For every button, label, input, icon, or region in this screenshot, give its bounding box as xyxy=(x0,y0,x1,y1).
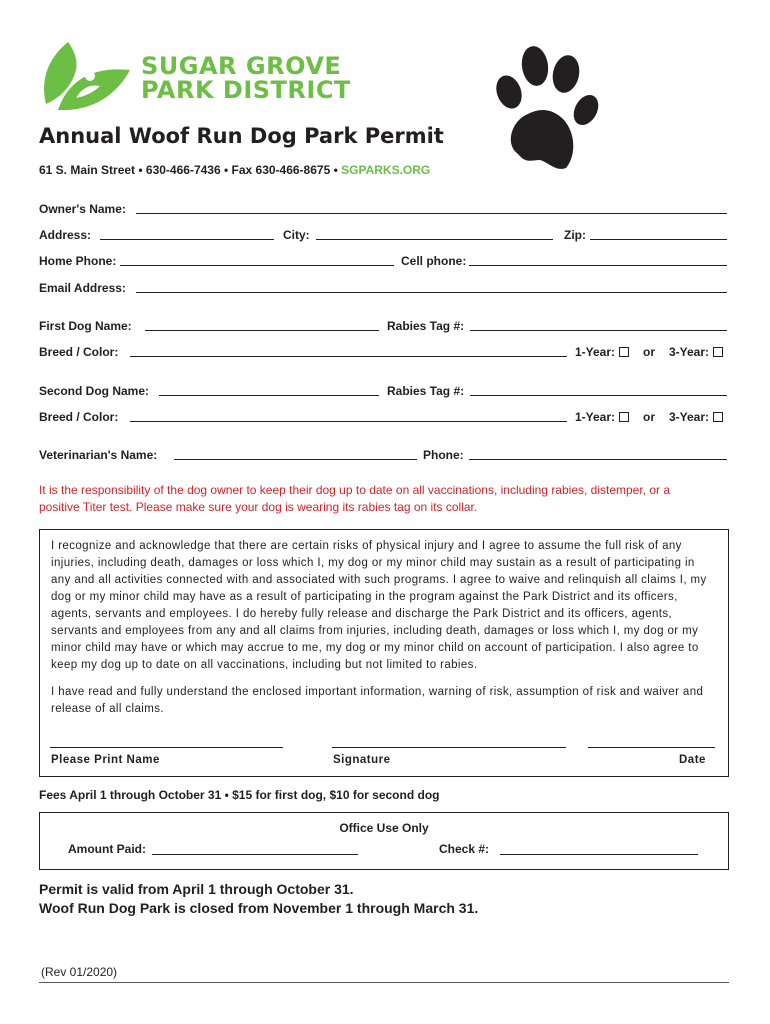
email-label: Email Address: xyxy=(39,281,126,295)
address-field[interactable] xyxy=(100,239,274,240)
validity-line-2: Woof Run Dog Park is closed from November 1 through March 31. xyxy=(39,900,479,916)
three-year-2-option[interactable] xyxy=(669,410,723,424)
org-name-line2: PARK DISTRICT xyxy=(141,76,351,104)
first-dog-name-field[interactable] xyxy=(145,330,379,331)
signature-field[interactable] xyxy=(332,747,566,748)
one-year-1-label: 1-Year: xyxy=(575,345,616,359)
office-use-box xyxy=(39,812,729,870)
rabies-tag-1-field[interactable] xyxy=(470,330,727,331)
home-phone-field[interactable] xyxy=(120,265,394,266)
logo-leaf-icon xyxy=(38,40,134,112)
cell-phone-field[interactable] xyxy=(469,265,727,266)
form-title: Annual Woof Run Dog Park Permit xyxy=(39,124,444,148)
three-year-1-label: 3-Year: xyxy=(669,345,710,359)
cell-phone-label: Cell phone: xyxy=(401,254,467,268)
office-use-title: Office Use Only xyxy=(339,821,429,835)
email-field[interactable] xyxy=(136,292,727,293)
fees-text: Fees April 1 through October 31 • $15 for first dog, $10 for second dog xyxy=(39,788,440,802)
three-year-2-checkbox[interactable] xyxy=(713,412,723,422)
rabies-tag-1-label: Rabies Tag #: xyxy=(387,319,465,333)
second-dog-name-label: Second Dog Name: xyxy=(39,384,150,398)
amount-paid-label: Amount Paid: xyxy=(68,842,146,856)
breed-color-2-field[interactable] xyxy=(130,421,567,422)
one-year-2-label: 1-Year: xyxy=(575,410,616,424)
vet-name-label: Veterinarian's Name: xyxy=(39,448,158,462)
second-dog-name-field[interactable] xyxy=(159,395,379,396)
home-phone-label: Home Phone: xyxy=(39,254,117,268)
one-year-1-checkbox[interactable] xyxy=(619,347,629,357)
vet-phone-label: Phone: xyxy=(423,448,464,462)
or-2-text: or xyxy=(643,410,655,424)
breed-color-1-field[interactable] xyxy=(130,356,567,357)
owner-name-label: Owner's Name: xyxy=(39,202,126,216)
check-number-field[interactable] xyxy=(500,854,698,855)
print-name-label: Please Print Name xyxy=(51,754,160,766)
website-link[interactable]: SGPARKS.ORG xyxy=(341,163,431,177)
amount-paid-field[interactable] xyxy=(152,854,358,855)
breed-color-1-label: Breed / Color: xyxy=(39,345,119,359)
one-year-2-option[interactable] xyxy=(575,410,629,424)
footer-rule xyxy=(39,982,729,983)
zip-label: Zip: xyxy=(564,228,586,242)
owner-name-field[interactable] xyxy=(136,213,727,214)
three-year-1-checkbox[interactable] xyxy=(713,347,723,357)
print-name-field[interactable] xyxy=(50,747,283,748)
vet-name-field[interactable] xyxy=(174,459,417,460)
waiver-paragraph-1: I recognize and acknowledge that there are certain risks of physical injury and I agree to assume the full risk of any injuries, including death, damages or loss which I, my dog or my minor child may sustain as a result of participating in any and all activities connected with and associated with such programs. I agree to waive and relinquish all claims I, my dog or my minor child may have as a result of participating in the program against the Park District and its officers, agents, servants and employees. I do hereby fully release and discharge the Park District and its officers, agents, servants and employees from any and all claims from injuries, including death, damages or loss which I, my dog or my minor child may have or which may accrue to me, my dog or my minor child on account of participation. I also agree to keep my dog up to date on all vaccinations, including but not limited to rabies. xyxy=(51,540,707,671)
address-label: Address: xyxy=(39,228,92,242)
three-year-2-label: 3-Year: xyxy=(669,410,710,424)
zip-field[interactable] xyxy=(590,239,727,240)
paw-print-icon xyxy=(490,44,600,174)
vaccination-notice: It is the responsibility of the dog owner to keep their dog up to date on all vaccinations, including rabies, distemper, or a positive Titer test. Please make sure your dog is wearing its rabies tag on its collar. xyxy=(39,483,671,514)
waiver-paragraph-2: I have read and fully understand the enclosed important information, warning of risk, assumption of risk and waiver and release of all claims. xyxy=(51,686,704,715)
or-1-text: or xyxy=(643,345,655,359)
rabies-tag-2-label: Rabies Tag #: xyxy=(387,384,465,398)
city-field[interactable] xyxy=(316,239,553,240)
validity-line-1: Permit is valid from April 1 through October 31. xyxy=(39,881,354,897)
one-year-2-checkbox[interactable] xyxy=(619,412,629,422)
signature-label: Signature xyxy=(333,754,391,766)
rabies-tag-2-field[interactable] xyxy=(470,395,727,396)
org-name-line1: SUGAR GROVE xyxy=(141,52,342,80)
check-number-label: Check #: xyxy=(439,842,490,856)
breed-color-2-label: Breed / Color: xyxy=(39,410,119,424)
revision-text: (Rev 01/2020) xyxy=(41,965,118,979)
date-label: Date xyxy=(679,754,706,766)
waiver-box xyxy=(39,529,729,777)
contact-line xyxy=(39,163,430,177)
three-year-1-option[interactable] xyxy=(669,345,723,359)
date-field[interactable] xyxy=(588,747,715,748)
address-text: 61 S. Main Street • 630-466-7436 • Fax 630-466-8675 • xyxy=(39,163,342,177)
one-year-1-option[interactable] xyxy=(575,345,629,359)
city-label: City: xyxy=(283,228,310,242)
first-dog-name-label: First Dog Name: xyxy=(39,319,132,333)
vet-phone-field[interactable] xyxy=(469,459,727,460)
